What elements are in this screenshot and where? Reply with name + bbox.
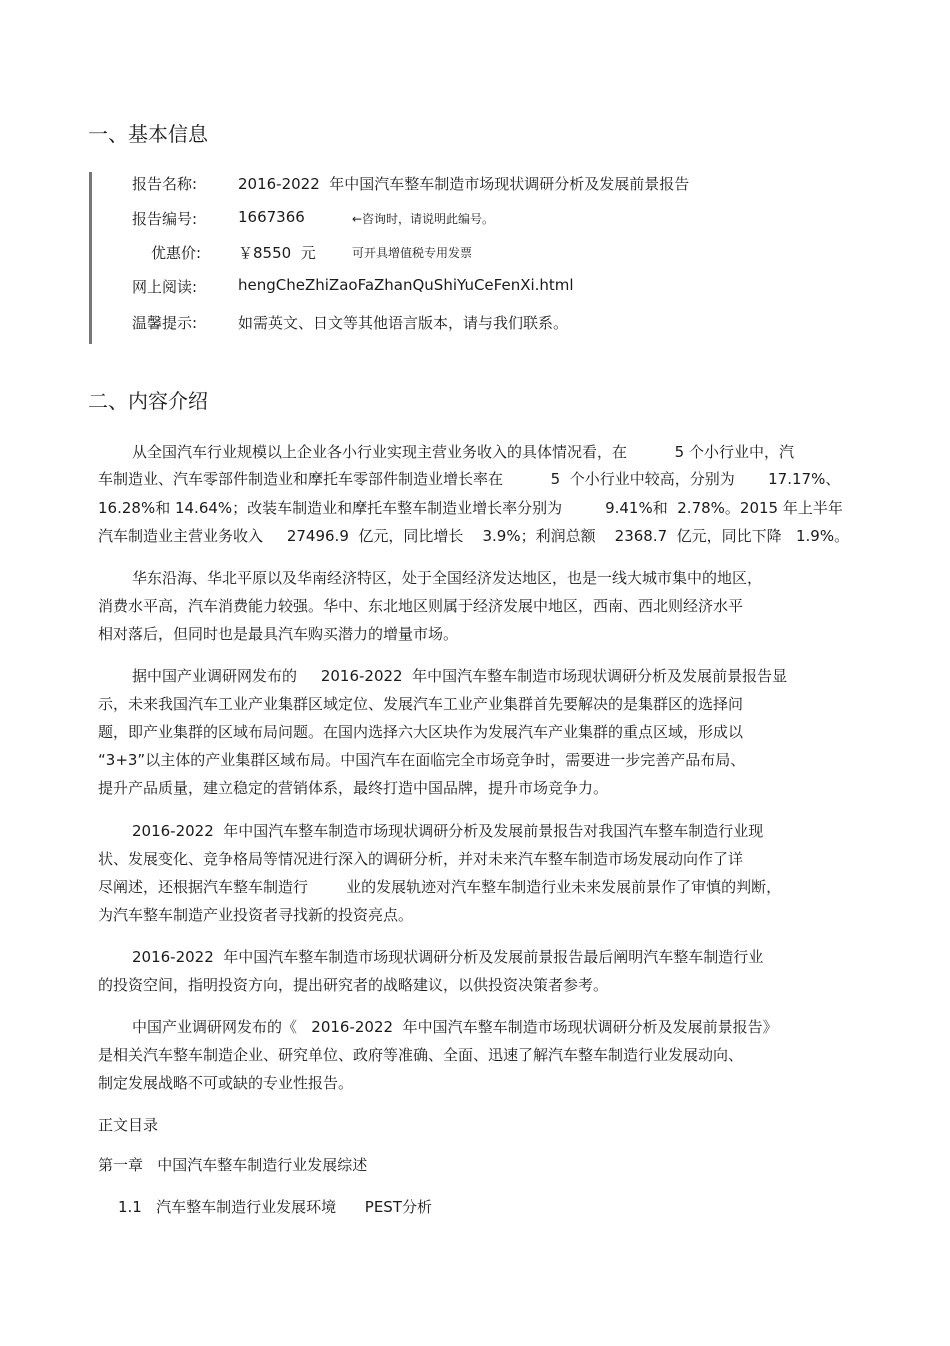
paragraph-line: 的投资空间，指明投资方向，提出研究者的战略建议，以供投资决策者参考。 — [98, 976, 609, 994]
tip-label: 温馨提示: — [132, 314, 198, 332]
price-note: 可开具增值税专用发票 — [352, 246, 473, 260]
toc-chapter-1[interactable]: 第一章 中国汽车整车制造行业发展综述 — [98, 1156, 368, 1174]
tip-value: 如需英文、日文等其他语言版本，请与我们联系。 — [238, 314, 569, 332]
info-block-bar — [89, 172, 92, 344]
online-read-link[interactable]: hengCheZhiZaoFaZhanQuShiYuCeFenXi.html — [238, 276, 574, 294]
paragraph-line: 中国产业调研网发布的《 2016-2022 年中国汽车整车制造市场现状调研分析及发展前景报告》 — [132, 1018, 778, 1036]
report-number-value: 1667366 — [238, 208, 305, 226]
paragraph-line: 消费水平高，汽车消费能力较强。华中、东北地区则属于经济发展中地区，西南、西北则经济水平 — [98, 597, 744, 615]
paragraph-line: 汽车制造业主营业务收入 27496.9 亿元，同比增长 3.9%；利润总额 2368.7 亿元，同比下降 1.9%。 — [98, 527, 850, 545]
report-number-label: 报告编号: — [132, 210, 198, 228]
paragraph-line: 相对落后，但同时也是最具汽车购买潜力的增量市场。 — [98, 625, 459, 643]
online-read-label: 网上阅读: — [132, 278, 198, 296]
paragraph-line: 16.28%和 14.64%；改装车制造业和摩托车整车制造业增长率分别为 9.41%和 2.78%。2015 年上半年 — [98, 499, 843, 517]
paragraph-line: 尽阐述，还根据汽车整车制造行 业的发展轨迹对汽车整车制造行业未来发展前景作了审慎的判断， — [98, 878, 782, 896]
paragraph-line: “3+3”以主体的产业集群区域布局。中国汽车在面临完全市场竞争时，需要进一步完善产品布局、 — [98, 751, 746, 769]
paragraph-line: 题，即产业集群的区域布局问题。在国内选择六大区块作为发展汽车产业集群的重点区域，形成以 — [98, 723, 744, 741]
paragraph-line: 是相关汽车整车制造企业、研究单位、政府等准确、全面、迅速了解汽车整车制造行业发展动向、 — [98, 1046, 744, 1064]
paragraph-line: 制定发展战略不可或缺的专业性报告。 — [98, 1074, 354, 1092]
report-number-note: ←咨询时，请说明此编号。 — [352, 212, 495, 226]
price-label: 优惠价: — [151, 244, 202, 262]
paragraph-line: 车制造业、汽车零部件制造业和摩托车零部件制造业增长率在 5 个小行业中较高，分别为 17.17%、 — [98, 470, 841, 488]
paragraph-line: 2016-2022 年中国汽车整车制造市场现状调研分析及发展前景报告对我国汽车整车制造行业现 — [132, 822, 764, 840]
paragraph-line: 提升产品质量，建立稳定的营销体系，最终打造中国品牌，提升市场竞争力。 — [98, 779, 609, 797]
paragraph-line: 2016-2022 年中国汽车整车制造市场现状调研分析及发展前景报告最后阐明汽车整车制造行业 — [132, 948, 764, 966]
paragraph-line: 华东沿海、华北平原以及华南经济特区，处于全国经济发达地区，也是一线大城市集中的地区， — [132, 569, 763, 587]
toc-heading: 正文目录 — [98, 1116, 159, 1134]
toc-item-1-1[interactable]: 1.1 汽车整车制造行业发展环境 PEST分析 — [118, 1198, 432, 1216]
section-title-basic-info: 一、基本信息 — [88, 122, 208, 146]
section-title-content-intro: 二、内容介绍 — [88, 389, 208, 413]
price-value: ￥8550 元 — [238, 244, 316, 262]
paragraph-line: 从全国汽车行业规模以上企业各小行业实现主营业务收入的具体情况看，在 5 个小行业中，汽 — [132, 443, 794, 461]
report-name-value: 2016-2022 年中国汽车整车制造市场现状调研分析及发展前景报告 — [238, 175, 690, 193]
paragraph-line: 状、发展变化、竞争格局等情况进行深入的调研分析，并对未来汽车整车制造市场发展动向作了详 — [98, 850, 744, 868]
report-name-label: 报告名称: — [132, 175, 198, 193]
paragraph-line: 示，未来我国汽车工业产业集群区域定位、发展汽车工业产业集群首先要解决的是集群区的选择问 — [98, 695, 744, 713]
paragraph-line: 为汽车整车制造产业投资者寻找新的投资亮点。 — [98, 906, 414, 924]
paragraph-line: 据中国产业调研网发布的 2016-2022 年中国汽车整车制造市场现状调研分析及发展前景报告显 — [132, 667, 788, 685]
